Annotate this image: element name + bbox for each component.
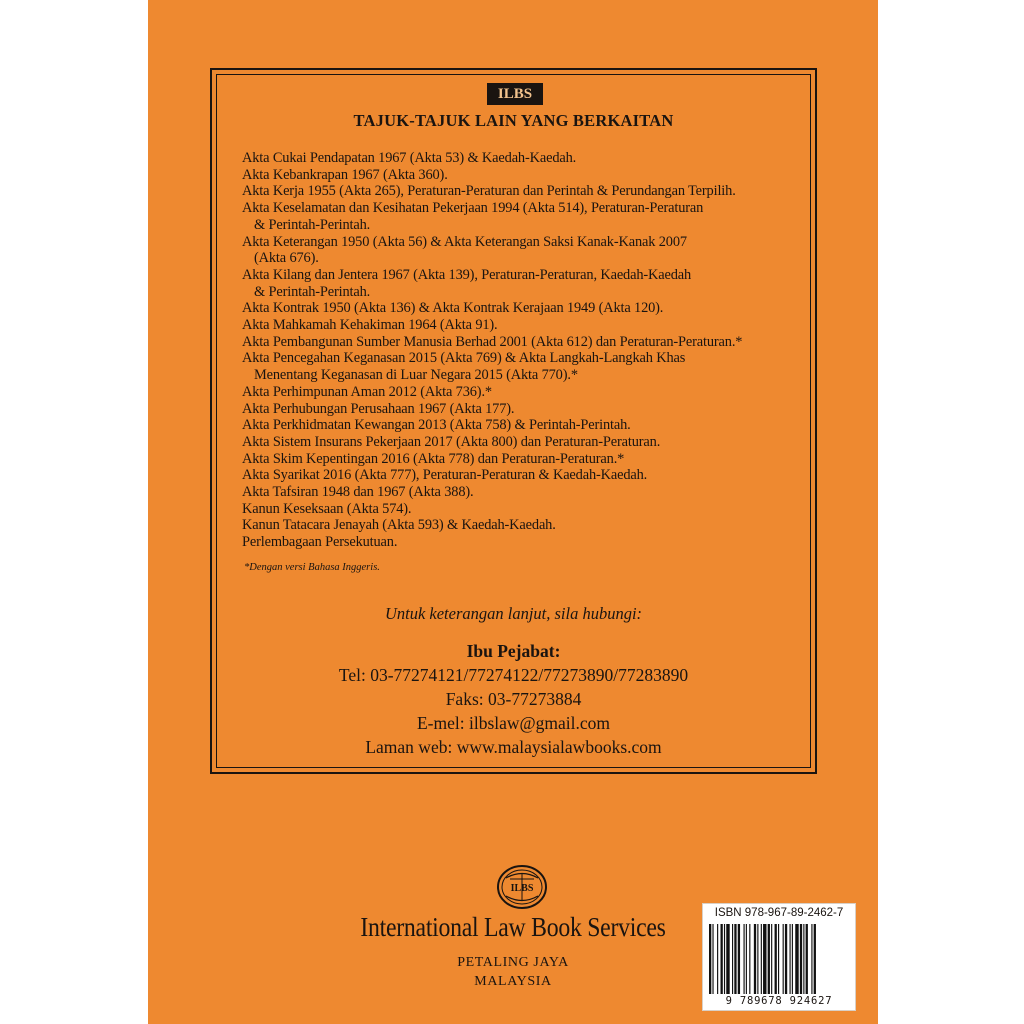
title-line: Akta Keselamatan dan Kesihatan Pekerjaan 1994 (Akta 514), Peraturan-Peraturan xyxy=(242,200,704,217)
title-item xyxy=(242,267,802,300)
title-item xyxy=(242,401,802,418)
english-version-footnote: *Dengan versi Bahasa Inggeris. xyxy=(244,562,380,573)
related-titles-list xyxy=(242,150,802,551)
title-item xyxy=(242,183,802,200)
title-item xyxy=(242,501,802,518)
title-item xyxy=(242,317,802,334)
title-item xyxy=(242,350,802,383)
ilbs-logo-icon xyxy=(496,864,548,910)
title-line: Akta Kerja 1955 (Akta 265), Peraturan-Peraturan dan Perintah & Perundangan Terpilih. xyxy=(242,183,736,200)
title-continuation: & Perintah-Perintah. xyxy=(254,283,371,300)
title-line: Akta Tafsiran 1948 dan 1967 (Akta 388). xyxy=(242,484,474,501)
title-item xyxy=(242,484,802,501)
title-item xyxy=(242,534,802,551)
title-line: Akta Kilang dan Jentera 1967 (Akta 139), Peraturan-Peraturan, Kaedah-Kaedah xyxy=(242,266,692,283)
related-titles-heading: TAJUK-TAJUK LAIN YANG BERKAITAN xyxy=(353,111,674,130)
title-line: Akta Perhimpunan Aman 2012 (Akta 736).* xyxy=(242,383,492,400)
title-line: Akta Syarikat 2016 (Akta 777), Peraturan-Peraturan & Kaedah-Kaedah. xyxy=(242,467,648,484)
title-line: Akta Pembangunan Sumber Manusia Berhad 2001 (Akta 612) dan Peraturan-Peraturan.* xyxy=(242,333,743,350)
contact-block xyxy=(216,639,811,759)
contact-intro: Untuk keterangan lanjut, sila hubungi: xyxy=(384,604,643,623)
title-line: Akta Keterangan 1950 (Akta 56) & Akta Keterangan Saksi Kanak-Kanak 2007 xyxy=(242,233,687,250)
title-line: Kanun Tatacara Jenayah (Akta 593) & Kaedah-Kaedah. xyxy=(242,517,556,534)
isbn-label: ISBN 978-967-89-2462-7 xyxy=(714,907,844,919)
title-continuation: (Akta 676). xyxy=(254,250,319,267)
title-item xyxy=(242,167,802,184)
page-margin-right xyxy=(878,0,1024,1024)
title-line: Kanun Keseksaan (Akta 574). xyxy=(242,500,412,517)
title-line: Akta Sistem Insurans Pekerjaan 2017 (Akta 800) dan Peraturan-Peraturan. xyxy=(242,433,661,450)
title-item xyxy=(242,150,802,167)
page-margin-left xyxy=(0,0,148,1024)
title-line: Akta Pencegahan Keganasan 2015 (Akta 769) & Akta Langkah-Langkah Khas xyxy=(242,350,686,367)
email-line: E-mel: ilbslaw@gmail.com xyxy=(416,713,611,733)
title-line: Akta Kebankrapan 1967 (Akta 360). xyxy=(242,166,448,183)
title-item xyxy=(242,467,802,484)
title-line: Akta Mahkamah Kehakiman 1964 (Akta 91). xyxy=(242,317,498,334)
title-line: Akta Kontrak 1950 (Akta 136) & Akta Kontrak Kerajaan 1949 (Akta 120). xyxy=(242,300,664,317)
publisher-city: PETALING JAYA xyxy=(457,955,569,970)
title-item xyxy=(242,517,802,534)
title-item xyxy=(242,451,802,468)
title-item xyxy=(242,384,802,401)
title-item xyxy=(242,200,802,233)
head-office-label: Ibu Pejabat: xyxy=(466,641,561,661)
title-item xyxy=(242,234,802,267)
barcode-digits: 9 789678 924627 xyxy=(725,995,833,1007)
telephone-line: Tel: 03-77274121/77274122/77273890/77283890 xyxy=(338,665,689,685)
title-line: Akta Skim Kepentingan 2016 (Akta 778) dan Peraturan-Peraturan.* xyxy=(242,450,625,467)
title-line: Akta Perkhidmatan Kewangan 2013 (Akta 758) & Perintah-Perintah. xyxy=(242,417,631,434)
title-line: Akta Perhubungan Perusahaan 1967 (Akta 177). xyxy=(242,400,515,417)
publisher-country: MALAYSIA xyxy=(474,974,552,989)
title-item xyxy=(242,334,802,351)
title-line: Akta Cukai Pendapatan 1967 (Akta 53) & Kaedah-Kaedah. xyxy=(242,150,577,166)
barcode-icon xyxy=(708,924,850,994)
logo-lettering: ILBS xyxy=(510,883,534,894)
title-continuation: & Perintah-Perintah. xyxy=(254,216,371,233)
website-line: Laman web: www.malaysialawbooks.com xyxy=(365,737,662,757)
title-line: Perlembagaan Persekutuan. xyxy=(242,534,398,551)
title-item xyxy=(242,434,802,451)
title-item xyxy=(242,417,802,434)
title-item xyxy=(242,300,802,317)
fax-line: Faks: 03-77273884 xyxy=(445,689,582,709)
publisher-name: International Law Book Services xyxy=(360,912,666,942)
title-continuation: Menentang Keganasan di Luar Negara 2015 (Akta 770).* xyxy=(254,367,578,384)
ilbs-badge: ILBS xyxy=(487,83,543,105)
